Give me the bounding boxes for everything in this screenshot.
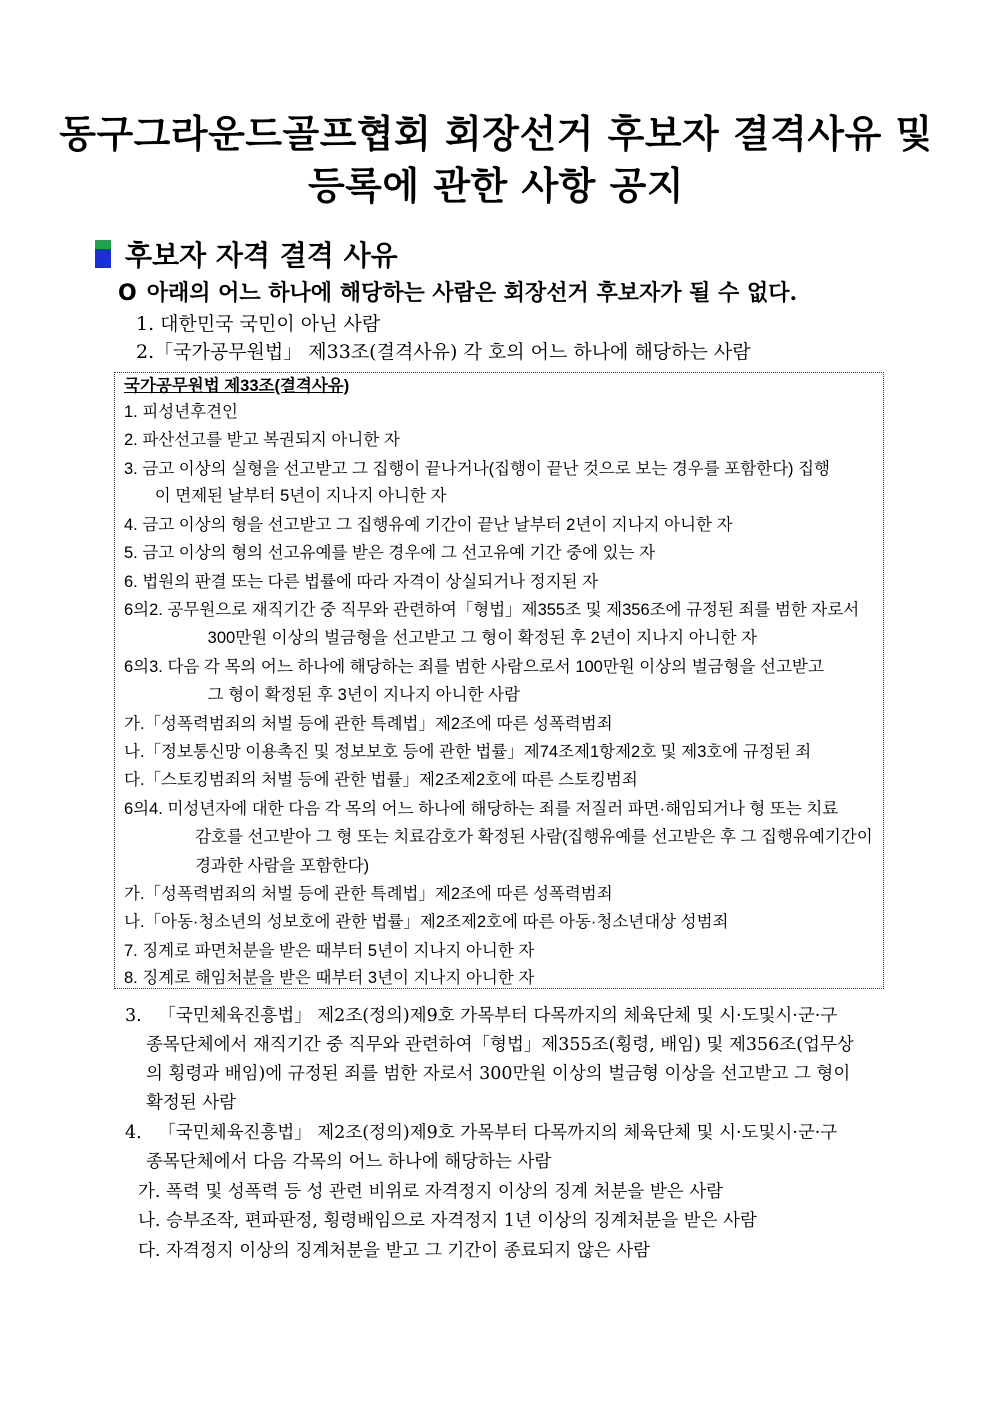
law-box-heading: 국가공무원법 제33조(결격사유): [124, 377, 350, 395]
criterion-4-subitem: 나. 승부조작, 편파판정, 횡령배임으로 자격정지 1년 이상의 징계처분을 받은 사람: [138, 1211, 757, 1231]
law-line: 나.「아동·청소년의 성보호에 관한 법률」제2조제2호에 따른 아동·청소년대상 성범죄: [124, 913, 729, 931]
criterion-4-line: 종목단체에서 다음 각목의 어느 하나에 해당하는 사람: [146, 1152, 552, 1172]
criterion-2: 2.「국가공무원법」 제33조(결격사유) 각 호의 어느 하나에 해당하는 사람: [136, 341, 751, 363]
law-line: 7. 징계로 파면처분을 받은 때부터 5년이 지나지 아니한 자: [124, 942, 535, 960]
law-line: 8. 징계로 해임처분을 받은 때부터 3년이 지나지 아니한 자: [124, 969, 535, 987]
criterion-3-line: 확정된 사람: [146, 1093, 237, 1113]
section-header: [95, 234, 398, 274]
section-title: 후보자 자격 결격 사유: [125, 239, 398, 272]
law-line: 6의3. 다음 각 목의 어느 하나에 해당하는 죄를 범한 사람으로서 100만원 이상의 벌금형을 선고받고: [124, 658, 824, 676]
criterion-1: 1. 대한민국 국민이 아닌 사람: [136, 313, 381, 335]
law-line: 나.「정보통신망 이용촉진 및 정보보호 등에 관한 법률」제74조제1항제2호 및 제3호에 규정된 죄: [124, 743, 812, 761]
circle-bullet-icon: O: [118, 281, 137, 306]
law-line: 그 형이 확정된 후 3년이 지나지 아니한 사람: [171, 686, 520, 704]
law-line: 6의4. 미성년자에 대한 다음 각 목의 어느 하나에 해당하는 죄를 저질러 파면·해임되거나 형 또는 치료: [124, 800, 839, 818]
law-line: 300만원 이상의 벌금형을 선고받고 그 형이 확정된 후 2년이 지나지 아니한 자: [171, 629, 758, 647]
law-line: 5. 금고 이상의 형의 선고유예를 받은 경우에 그 선고유예 기간 중에 있는 자: [124, 544, 656, 562]
law-line: 2. 파산선고를 받고 복권되지 아니한 자: [124, 431, 400, 449]
law-excerpt-box: [114, 372, 884, 989]
criterion-4-subitem: 다. 자격정지 이상의 징계처분을 받고 그 기간이 종료되지 않은 사람: [138, 1241, 651, 1261]
criterion-3-line: 종목단체에서 재직기간 중 직무와 관련하여「형법」제355조(횡령, 배임) 및 제356조(업무상: [146, 1035, 854, 1055]
law-line: 4. 금고 이상의 형을 선고받고 그 집행유예 기간이 끝난 날부터 2년이 지나지 아니한 자: [124, 516, 733, 534]
document-title: [0, 108, 992, 212]
law-line: 감호를 선고받아 그 형 또는 치료감호가 확정된 사람(집행유예를 선고받은 후 그 집행유예기간이: [163, 828, 873, 846]
law-line: 6의2. 공무원으로 재직기간 중 직무와 관련하여「형법」제355조 및 제356조에 규정된 죄를 범한 자로서: [124, 601, 860, 619]
criterion-3-line: 의 횡령과 배임)에 규정된 죄를 범한 자로서 300만원 이상의 벌금형 이상을 선고받고 그 형이: [146, 1064, 851, 1084]
criterion-4-subitem: 가. 폭력 및 성폭력 등 성 관련 비위로 자격정지 이상의 징계 처분을 받은 사람: [138, 1182, 724, 1202]
square-bullet-icon: [95, 240, 111, 268]
title-line-2: 등록에 관한 사항 공지: [307, 164, 685, 208]
law-line: 다.「스토킹범죄의 처벌 등에 관한 법률」제2조제2호에 따른 스토킹범죄: [124, 771, 638, 789]
law-line: 3. 금고 이상의 실형을 선고받고 그 집행이 끝나거나(집행이 끝난 것으로 보는 경우를 포함한다) 집행: [124, 460, 830, 478]
title-line-1: 동구그라운드골프협회 회장선거 후보자 결격사유 및: [59, 112, 933, 156]
intro-text: 아래의 어느 하나에 해당하는 사람은 회장선거 후보자가 될 수 없다.: [146, 280, 798, 306]
law-line: 가.「성폭력범죄의 처벌 등에 관한 특례법」제2조에 따른 성폭력범죄: [124, 885, 613, 903]
law-line: 가.「성폭력범죄의 처벌 등에 관한 특례법」제2조에 따른 성폭력범죄: [124, 715, 613, 733]
law-line: 1. 피성년후견인: [124, 403, 238, 421]
law-line: 6. 법원의 판결 또는 다른 법률에 따라 자격이 상실되거나 정지된 자: [124, 573, 599, 591]
intro-statement: [118, 278, 918, 309]
law-line: 이 면제된 날부터 5년이 지나지 아니한 자: [141, 487, 447, 505]
law-line: 경과한 사람을 포함한다): [163, 857, 370, 875]
criterion-3-line: 3. 「국민체육진흥법」 제2조(정의)제9호 가목부터 다목까지의 체육단체 및 시·도및시·군·구: [125, 1006, 838, 1026]
criterion-4-line: 4. 「국민체육진흥법」 제2조(정의)제9호 가목부터 다목까지의 체육단체 및 시·도및시·군·구: [125, 1123, 838, 1143]
